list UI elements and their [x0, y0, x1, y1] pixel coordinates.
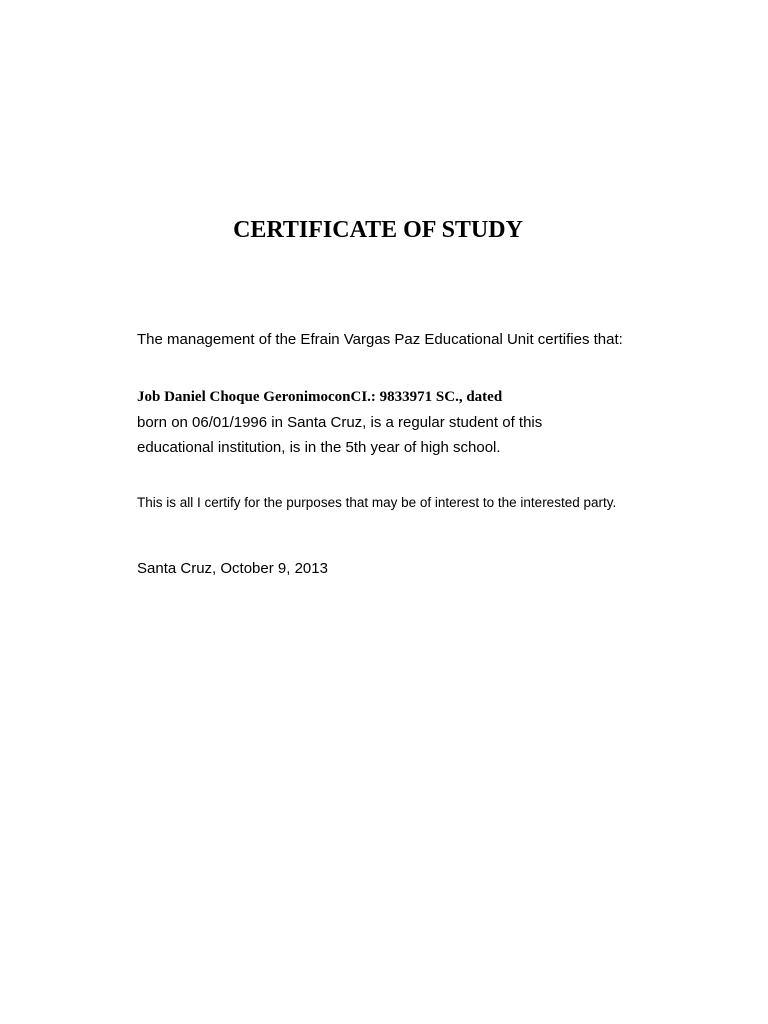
student-details-line-2: educational institution, is in the 5th year of high school.: [137, 438, 501, 456]
student-identification: Job Daniel Choque GeronimoconCI.: 9833971 SC., dated: [137, 389, 503, 405]
certificate-title: CERTIFICATE OF STUDY: [233, 217, 523, 243]
certification-statement: This is all I certify for the purposes that may be of interest to the interested party.: [137, 495, 617, 510]
place-and-date: Santa Cruz, October 9, 2013: [137, 560, 328, 577]
student-details-line-1: born on 06/01/1996 in Santa Cruz, is a regular student of this: [137, 414, 543, 431]
certification-intro: The management of the Efrain Vargas Paz Educational Unit certifies that:: [137, 331, 623, 348]
student-details: [137, 411, 542, 460]
